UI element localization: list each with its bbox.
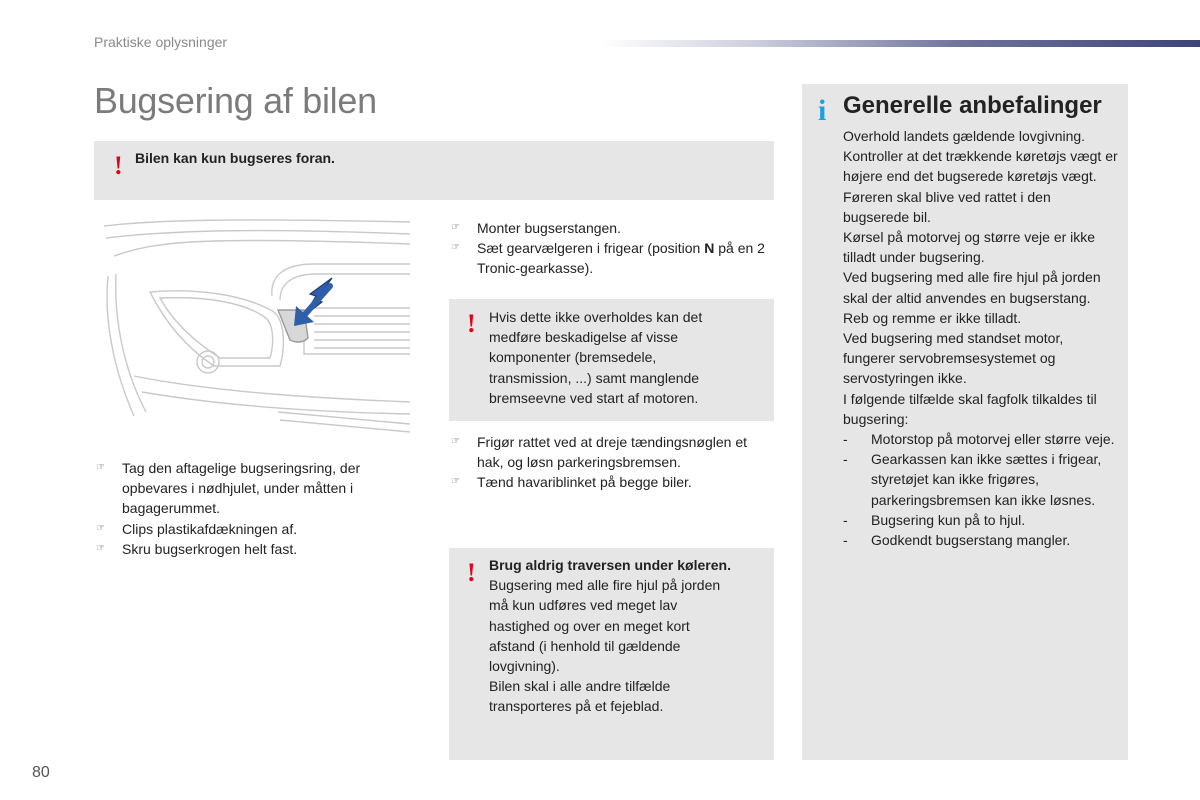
info-paragraph: Kontroller at det trækkende køretøjs vægt er højere end det bugserede køretøjs vægt. <box>843 148 1118 185</box>
list-item: - Bugsering kun på to hjul. <box>843 510 1119 530</box>
info-paragraph: Overhold landets gældende lovgivning. <box>843 128 1086 144</box>
pointing-hand-icon: ☞ <box>451 436 460 447</box>
list-item: ☞ Skru bugserkrogen helt fast. <box>94 539 404 559</box>
pointing-hand-icon: ☞ <box>96 462 105 473</box>
warning-top-text: Bilen kan kun bugseres foran. <box>135 150 335 166</box>
header-bar <box>600 40 1200 47</box>
page-number: 80 <box>32 764 50 781</box>
pointing-hand-icon: ☞ <box>96 542 105 554</box>
warning-box-bottom <box>449 548 774 760</box>
page-title: Bugsering af bilen <box>94 80 377 121</box>
info-title: Generelle anbefalinger <box>843 92 1102 119</box>
general-recommendations-panel <box>802 84 1128 760</box>
pointing-hand-icon: ☞ <box>451 476 460 488</box>
warning-bottom-heading: Brug aldrig traversen under køleren. <box>489 557 731 573</box>
pointing-hand-icon: ☞ <box>451 242 460 254</box>
list-item: ☞ Clips plastikafdækningen af. <box>94 519 404 539</box>
list-item: ☞ Monter bugserstangen. <box>449 218 774 238</box>
list-item: - Godkendt bugserstang mangler. <box>843 530 1119 550</box>
info-paragraph: Ved bugsering med alle fire hjul på jorden skal der altid anvendes en bugserstang. Reb og remme er ikke tilladt. <box>843 269 1101 326</box>
list-item: ☞ Sæt gearvælgeren i frigear (position N på en 2 Tronic-gearkasse). <box>451 240 765 277</box>
info-paragraph: I følgende tilfælde skal fagfolk tilkaldes til bugsering: <box>843 390 1097 427</box>
pointing-hand-icon: ☞ <box>96 522 105 534</box>
info-paragraph: Ved bugsering med standset motor, fungerer servobremsesystemet og servostyringen ikke. <box>843 330 1064 387</box>
car-front-illustration <box>94 216 410 442</box>
info-paragraph: Føreren skal blive ved rattet i den bugserede bil. <box>843 188 1051 225</box>
list-item: - Gearkassen kan ikke sættes i frigear, styretøjet kan ikke frigøres, parkeringsbremsen kan ikke løsnes. <box>843 449 1119 510</box>
exclamation-icon: ! <box>114 151 123 180</box>
warning-box-top <box>94 141 774 200</box>
list-item: ☞ Frigør rattet ved at dreje tændingsnøglen et hak, og løsn parkeringsbremsen. <box>451 434 748 471</box>
exclamation-icon: ! <box>467 309 476 338</box>
exclamation-icon: ! <box>467 558 476 587</box>
pointing-hand-icon: ☞ <box>451 222 460 233</box>
left-steps-list <box>94 458 404 559</box>
info-dash-list <box>843 429 1119 550</box>
warning-bottom-para2: Bilen skal i alle andre tilfælde transporteres på et fejeblad. <box>489 678 671 715</box>
list-item: - Motorstop på motorvej eller større veje. <box>843 429 1119 449</box>
section-label: Praktiske oplysninger <box>94 34 228 50</box>
middle-steps-list-2 <box>449 432 777 493</box>
list-item: ☞ Tænd havariblinket på begge biler. <box>449 472 777 492</box>
middle-steps-list-1 <box>449 218 774 279</box>
info-paragraph: Kørsel på motorvej og større veje er ikke tilladt under bugsering. <box>843 229 1096 266</box>
info-icon: i <box>818 94 827 127</box>
info-body <box>843 126 1119 550</box>
list-item: ☞ Tag den aftagelige bugseringsring, der opbevares i nødhjulet, under måtten i bagagerummet. <box>96 460 361 517</box>
warning-box-middle <box>449 299 774 421</box>
warning-middle-text: Hvis dette ikke overholdes kan det medføre beskadigelse af visse komponenter (bremsedele, transmission, ...) samt manglende bremseevne ved start af motoren. <box>489 309 703 406</box>
warning-bottom-text <box>489 555 767 717</box>
warning-bottom-para1: Bugsering med alle fire hjul på jorden må kun udføres ved meget lav hastighed og over en meget kort afstand (i henhold til gældende lovgivning). <box>489 577 721 675</box>
